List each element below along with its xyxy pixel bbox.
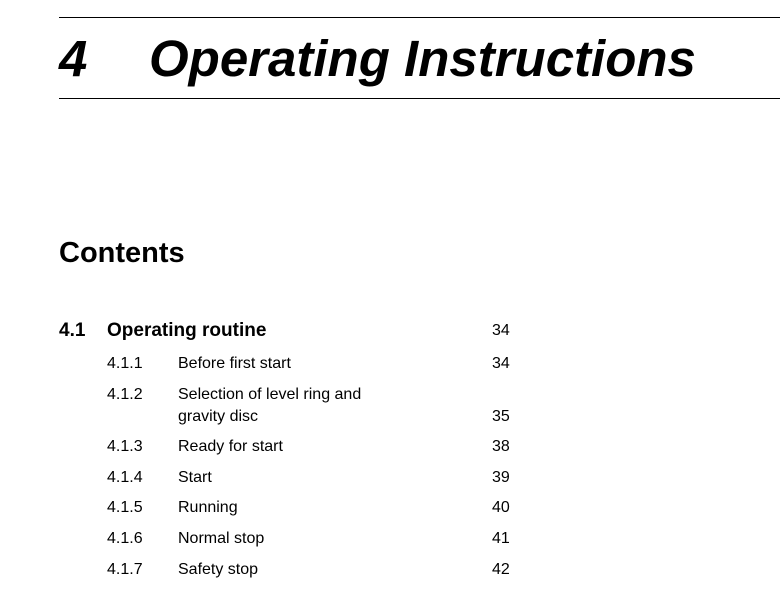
toc-entry-title <box>178 384 361 428</box>
toc-entry[interactable] <box>0 353 560 375</box>
toc-entry-page: 41 <box>492 530 510 547</box>
contents-heading: Contents <box>59 237 185 269</box>
chapter-bottom-rule <box>59 98 780 99</box>
toc-section-page: 34 <box>492 322 510 339</box>
toc-entry-title <box>178 467 212 489</box>
toc-entry-number: 4.1.1 <box>107 355 143 372</box>
toc-entry-page: 34 <box>492 355 510 372</box>
toc-entry[interactable] <box>0 497 560 519</box>
toc-entry[interactable] <box>0 528 560 550</box>
toc-entry[interactable] <box>0 467 560 489</box>
toc-entry-title <box>178 353 291 375</box>
toc-entry-number: 4.1.5 <box>107 499 143 516</box>
toc-entry-title-line: Ready for start <box>178 438 283 455</box>
toc-entry-number: 4.1.6 <box>107 530 143 547</box>
toc-entry-title-line: Selection of level ring and <box>178 386 362 403</box>
toc-entry-page: 38 <box>492 438 510 455</box>
toc-entry-title <box>178 497 238 519</box>
toc-entry-page: 39 <box>492 469 510 486</box>
toc-section-number: 4.1 <box>59 320 86 341</box>
toc-entry-title <box>178 559 258 581</box>
toc-entry-title-line: Safety stop <box>178 561 259 578</box>
toc-entry-page: 42 <box>492 561 510 578</box>
toc-section-row[interactable] <box>59 318 539 344</box>
toc-entry-number: 4.1.3 <box>107 438 143 455</box>
toc-entry-number: 4.1.4 <box>107 469 143 486</box>
toc-entry[interactable] <box>0 384 560 428</box>
toc-entry-title-line: Before first start <box>178 355 291 372</box>
toc-entry-title <box>178 436 283 458</box>
toc-section-title: Operating routine <box>107 320 267 341</box>
toc-entry-title <box>178 528 264 550</box>
toc-entry-page: 35 <box>492 408 510 425</box>
toc-entry-title-line: gravity disc <box>178 408 259 425</box>
toc-entry-title-line: Start <box>178 469 212 486</box>
toc-entry-title-line: Normal stop <box>178 530 265 547</box>
chapter-top-rule <box>59 17 780 18</box>
toc-entry-number: 4.1.7 <box>107 561 143 578</box>
toc-entry-number: 4.1.2 <box>107 386 143 403</box>
toc-entry[interactable] <box>0 436 560 458</box>
toc-entry[interactable] <box>0 559 560 581</box>
toc-entry-title-line: Running <box>178 499 238 516</box>
chapter-title: Operating Instructions <box>149 30 696 87</box>
chapter-number: 4 <box>59 30 88 87</box>
toc-entry-page: 40 <box>492 499 510 516</box>
